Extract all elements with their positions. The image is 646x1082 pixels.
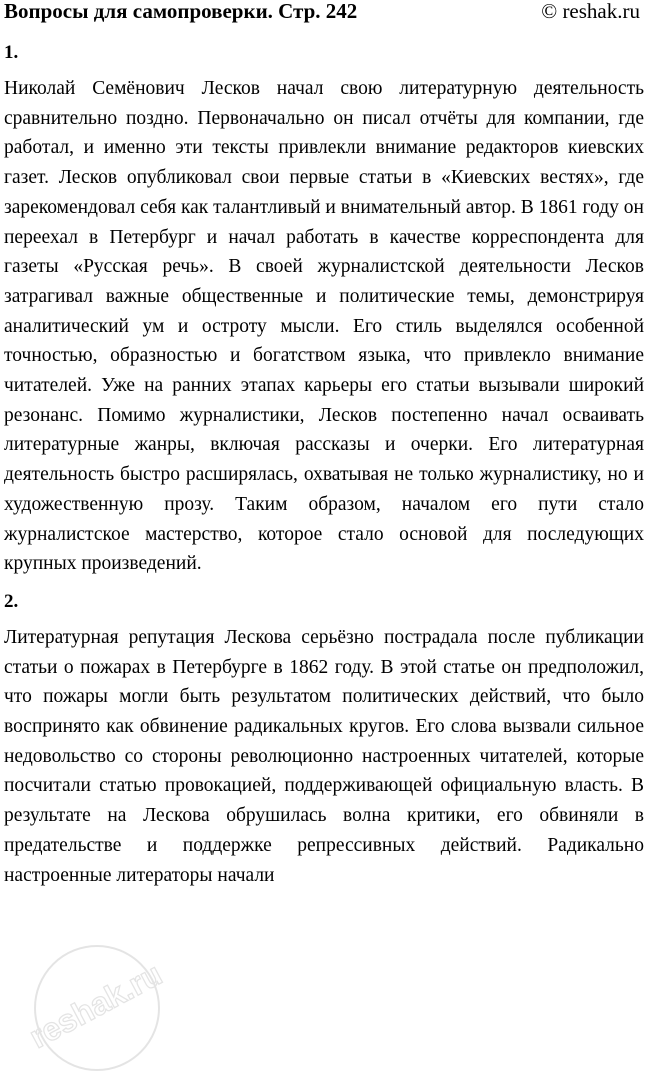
question-block <box>4 587 644 890</box>
answer-paragraph: Николай Семёнович Лесков начал свою литературную деятельность сравнительно поздно. Первоначально он писал отчёты для компании, где работал, и именно эти тексты привлекли внимание редакторов киевских газет. Лесков опубликовал свои первые статьи в «Киевских вестях», где зарекомендовал себя как талантливый и внимательный автор. В 1861 году он переехал в Петербург и начал работать в качестве корреспондента для газеты «Русская речь». В своей журналистской деятельности Лесков затрагивал важные общественные и политические темы, демонстрируя аналитический ум и остроту мысли. Его стиль выделялся особенной точностью, образностью и богатством языка, что привлекло внимание читателей. Уже на ранних этапах карьеры его статьи вызывали широкий резонанс. Помимо журналистики, Лесков постепенно начал осваивать литературные жанры, включая рассказы и очерки. Его литературная деятельность быстро расширялась, охватывая не только журналистику, но и художественную прозу. Таким образом, началом его пути стало журналистское мастерство, которое стало основой для последующих крупных произведений. <box>4 78 644 575</box>
answer-paragraph: Литературная репутация Лескова серьёзно пострадала после публикации статьи о пожарах в Петербурге в 1862 году. В этой статье он предположил, что пожары могли быть результатом политических действий, что было воспринято как обвинение радикальных кругов. Его слова вызвали сильное недовольство со стороны революционно настроенных читателей, которые посчитали статью провокацией, поддерживающей официальную власть. В результате на Лескова обрушилась волна критики, его обвиняли в предательстве и поддержке репрессивных действий. Радикально настроенные литераторы начали <box>4 626 644 886</box>
watermark-text: reshak.ru <box>23 955 168 1056</box>
question-block <box>4 38 644 579</box>
page-title: Вопросы для самопроверки. Стр. 242 <box>4 0 358 23</box>
watermark-ring <box>35 946 159 1070</box>
reshak-watermark <box>2 938 192 1078</box>
question-number: 2. <box>4 590 19 612</box>
document-body <box>4 38 644 890</box>
question-number: 1. <box>4 42 19 63</box>
source-credit: © reshak.ru <box>541 0 640 23</box>
page-header <box>4 0 640 24</box>
